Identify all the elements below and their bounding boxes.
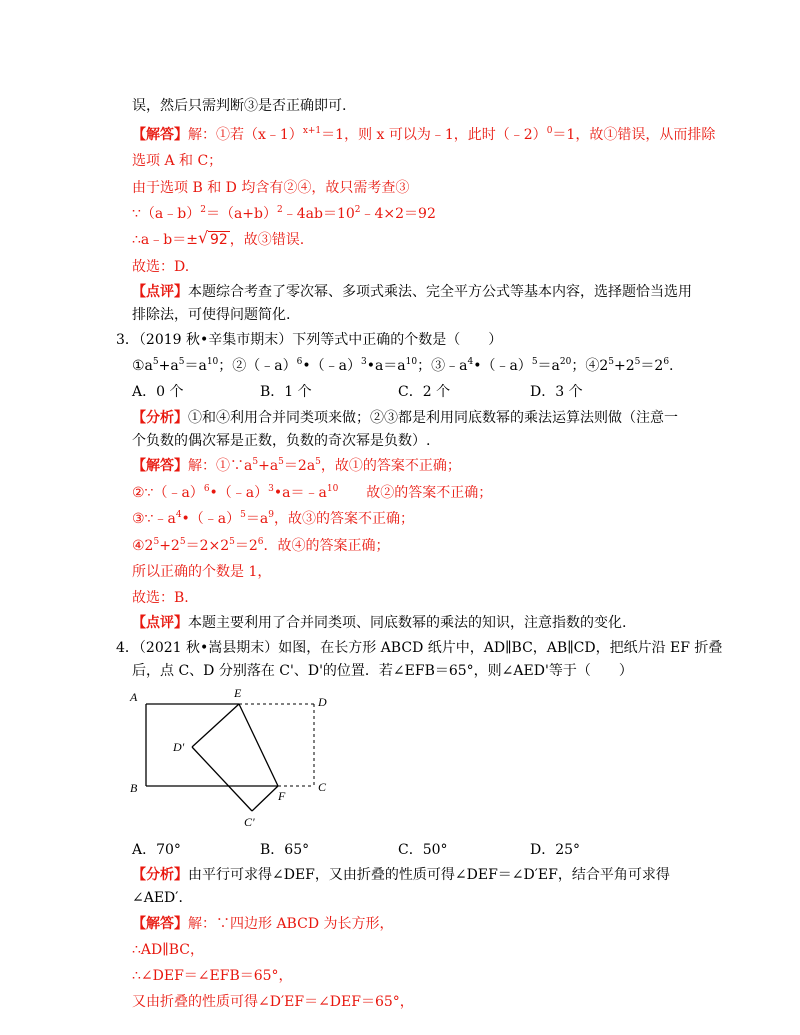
t: ②∵（﹣a） [132,485,204,501]
analysis-line: ∠AED′． [132,890,193,906]
solution-line [132,915,394,933]
t: ＝a [537,358,560,374]
option-d[interactable]: D．3 个 [530,384,583,400]
exp: 5 [315,457,321,467]
exp: 6 [663,357,670,367]
t: •（﹣a） [209,485,269,501]
question-stem: 后，点 C、D 分别落在 C'、D'的位置．若∠EFB＝65°，则∠AED'等于（ ） [132,663,633,679]
exponent: 2 [277,205,283,215]
exponent: x+1 [302,126,322,136]
t: ＝a [184,358,207,374]
option-d[interactable]: D．25° [530,842,581,858]
exp: 5 [153,537,160,547]
solution-tag: 【解答】 [132,127,188,143]
radicand: 92 [209,232,228,248]
solution-tag: 【解答】 [132,458,188,474]
text: ，故③错误. [229,232,305,248]
t: ；③﹣a [417,358,468,374]
text: ∴a﹣b＝± [132,232,198,248]
radical [197,228,230,249]
t: ＝a [245,511,269,527]
text: 本题综合考查了零次幂、多项式乘法、完全平方公式等基本内容，选择题恰当选用 [188,284,692,300]
t: ③∵﹣a [132,511,176,527]
solution-line: 故选：B. [132,590,189,606]
solution-line: ∴∠DEF＝∠EFB＝65°， [132,968,293,984]
text: ＝1，故①错误，从而排除 [552,127,716,143]
comment-tag: 【点评】 [132,615,188,631]
exp: 5 [531,357,538,367]
label-e: E [234,686,242,700]
analysis-line: 个负数的偶次幂是正数，负数的奇次幂是负数）. [132,433,431,449]
t: ，故①的答案不正确； [320,458,461,474]
exp: 9 [268,510,274,520]
t: ①a [132,358,153,374]
exp: 5 [634,357,641,367]
t: ＝2×2 [185,538,230,554]
t: +a [158,358,179,374]
exp: 4 [467,357,474,367]
solution-line: 故选：D. [132,259,190,275]
label-a: A [130,690,138,704]
solution-line: 选项 A 和 C； [132,153,223,169]
analysis-line [132,866,670,884]
option-c[interactable]: C．2 个 [398,384,451,400]
solution-line [132,205,436,223]
exp: 10 [326,484,339,494]
question-items [132,357,674,375]
solution-line [132,510,414,528]
exp: 6 [257,537,264,547]
solution-line [132,228,305,249]
solution-line [132,484,492,502]
t: ＝2 [640,358,664,374]
option-b[interactable]: B．65° [260,842,310,858]
comment-tag: 【点评】 [132,284,188,300]
option-c[interactable]: C．50° [398,842,448,858]
solution-line [132,457,461,475]
solution-tag: 【解答】 [132,916,188,932]
t: •（﹣a） [181,511,241,527]
t: •a＝﹣a [273,485,327,501]
t: ④2 [132,538,154,554]
t: ；④2 [571,358,609,374]
question-stem: 3．（2019 秋•辛集市期末）下列等式中正确的个数是（ ） [116,332,503,348]
t: +2 [159,538,180,554]
text: ﹣4×2＝92 [360,206,436,222]
exp: 20 [559,357,572,367]
t: •a＝a [366,358,406,374]
question-stem: 4．（2021 秋•嵩县期末）如图，在长方形 ABCD 纸片中，AD∥BC，AB∥CD，把纸片沿 EF 折叠 [116,640,723,656]
exp: 10 [206,357,219,367]
label-c: C [318,780,327,794]
comment-line [132,283,692,301]
solution-line: 所以正确的个数是 1， [132,564,272,580]
edge-cprime-f [252,786,278,811]
t: •（﹣a） [473,358,532,374]
folding-figure [126,684,336,834]
text: ①和④利用合并同类项来做；②③都是利用同底数幂的乘法运算法则做（注意一 [188,410,678,426]
exp: 10 [405,357,418,367]
text: 解：①若（x﹣1） [188,127,303,143]
exp: 6 [203,484,210,494]
sqrt-sign: √ [197,228,209,247]
option-a[interactable]: A．70° [132,842,181,858]
analysis-line [132,409,678,427]
text: 由平行可求得∠DEF，又由折叠的性质可得∠DEF＝∠D′EF，结合平角可求得 [188,867,670,883]
exp: 5 [152,357,159,367]
label-c-prime: C' [244,815,255,829]
exponent: 2 [354,205,361,215]
solution-line: ∴AD∥BC， [132,942,204,958]
solution-line: 又由折叠的性质可得∠D′EF＝∠DEF＝65°， [132,994,414,1010]
exp: 5 [252,457,259,467]
exp: 5 [179,537,186,547]
text: 本题主要利用了合并同类项、同底数幂的乘法的知识，注意指数的变化. [188,615,627,631]
text: ＝（a+b） [205,206,277,222]
label-d: D [318,695,327,709]
exp: 3 [268,484,274,494]
text: 解：∵四边形 ABCD 为长方形， [188,916,394,932]
fold-line-ef [239,704,278,786]
t: 故②的答案不正确； [366,485,493,501]
t: . [669,358,674,374]
t: ＝2 [234,538,258,554]
exponent: 2 [200,205,206,215]
analysis-tag: 【分析】 [132,867,188,883]
text: ∵（a﹣b） [132,206,201,222]
t: ；②（﹣a） [218,358,297,374]
exp: 3 [360,357,367,367]
label-d-prime: D' [173,740,185,754]
exp: 6 [296,357,303,367]
exp: 4 [175,510,182,520]
t: •（﹣a） [302,358,361,374]
comment-line [132,614,626,632]
edge-ed-prime [192,704,239,747]
comment-line: 排除法，可使得问题简化. [132,307,291,323]
edge-dprime-cprime [192,747,252,811]
text: ﹣4ab＝10 [282,206,355,222]
t: ，故③的答案不正确； [273,511,414,527]
exp: 5 [178,357,185,367]
analysis-tag: 【分析】 [132,410,188,426]
text-line: 误，然后只需判断③是否正确即可. [132,98,347,114]
exp: 5 [278,457,284,467]
label-b: B [130,781,138,795]
solution-line [132,537,390,555]
t: 解：①∵a [188,458,253,474]
solution-line [132,126,715,144]
t: ．故④的答案正确； [263,538,390,554]
option-a[interactable]: A．0 个 [132,384,184,400]
exp: 5 [608,357,615,367]
t: +a [258,458,279,474]
t: ＝2a [283,458,316,474]
t: +2 [614,358,635,374]
exp: 5 [240,510,246,520]
label-f: F [278,789,286,803]
solution-line: 由于选项 B 和 D 均含有②④，故只需考查③ [132,180,410,196]
exp: 5 [229,537,235,547]
option-b[interactable]: B．1 个 [260,384,312,400]
text: ＝1，则 x 可以为﹣1，此时（﹣2） [321,127,547,143]
exponent: 0 [546,126,553,136]
